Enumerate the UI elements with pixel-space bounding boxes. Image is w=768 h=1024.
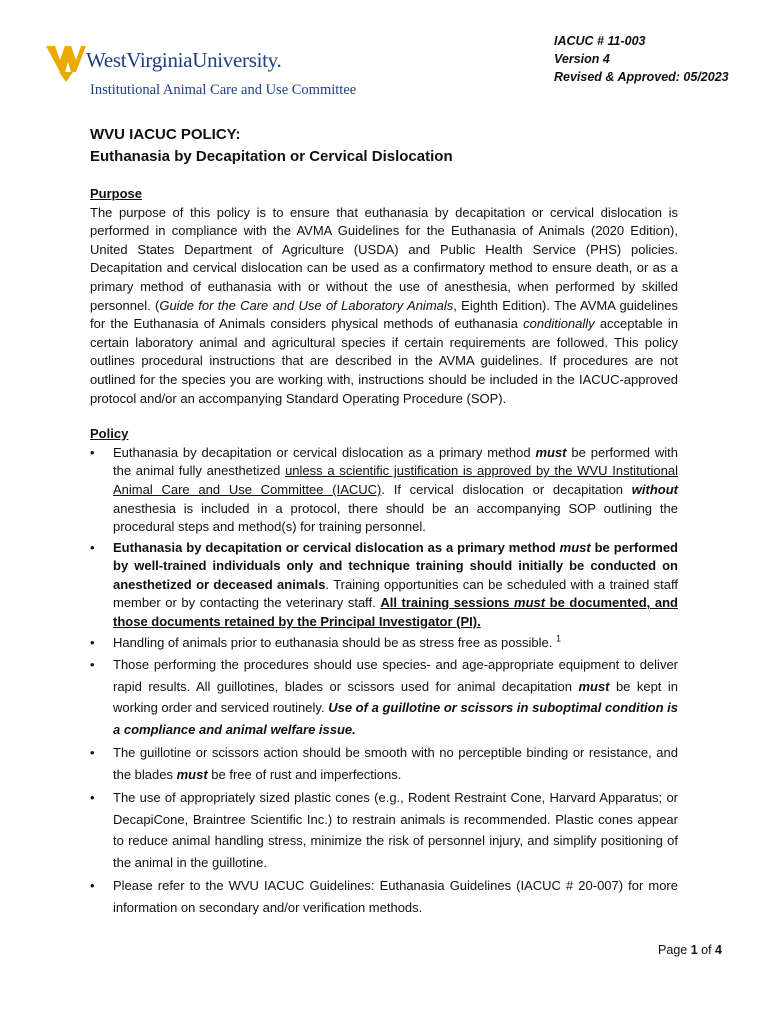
policy-item-6: • The use of appropriately sized plastic cones (e.g., Rodent Restraint Cone, Harvard Apparatus; or DecapiCone, Braintree Scientific Inc.) to restrain animals is recommended. Plastic cones appear to reduce animal handling stress, minimize the risk of personnel injury, and simplify positioning of the animal in the guillotine. [113, 787, 678, 873]
committee-name: Institutional Animal Care and Use Committee [90, 82, 357, 98]
text: . If cervical dislocation or decapitation [381, 481, 632, 497]
bold-italic-text: Use of a guillotine or scissors in suboptimal condition is a compliance and animal welfare issue. [113, 700, 678, 737]
document-title [90, 124, 690, 168]
emphasis: without [631, 481, 678, 497]
policy-item-5 [113, 742, 678, 785]
document-body [90, 185, 678, 920]
text: be performed with the animal fully anesthetized [113, 444, 678, 479]
purpose-paragraph [90, 204, 678, 409]
policy-list [90, 444, 678, 919]
underlined-text: unless a scientific justification is approved by the WVU Institutional Animal Care and Use Committee (IACUC) [113, 463, 678, 497]
document-meta [554, 32, 729, 86]
policy-item-1 [113, 444, 678, 537]
emphasis: must [535, 444, 567, 460]
purpose-text-1: The purpose of this policy is to ensure that euthanasia by decapitation or cervical dislocation is performed in compliance with the AVMA Guidelines for the Euthanasia of Animals (2020 Edition), United States Department of Agriculture (USDA) and Public Health Service (PHS) policies. Decapitation and cervical dislocation can be used as a confirmatory method to ensure death, or as a primary method of euthanasia with or without the use of anesthesia, when performed by skilled personnel. ( [90, 204, 678, 313]
bold-underlined-text: All training sessions [380, 595, 515, 611]
text: Euthanasia by decapitation or cervical dislocation as a primary method [113, 444, 536, 460]
bold-underlined-text: be documented, and those documents retained by the Principal Investigator (PI). [113, 595, 678, 630]
wvu-flying-wv-icon [46, 42, 86, 82]
title-line-1: WVU IACUC POLICY: [90, 126, 241, 143]
policy-item-2 [113, 539, 678, 632]
text: Those performing the procedures should use species- and age-appropriate equipment to deliver rapid results. All guillotines, blades or scissors used for animal decapitation [113, 657, 678, 694]
emphasis: must [176, 766, 208, 782]
policy-item-3 [113, 634, 678, 653]
text: . Training opportunities can be scheduled with a trained staff member or by contacting the veterinary staff. [113, 576, 678, 611]
text: be kept in working order and serviced routinely. [113, 678, 678, 716]
revised-date: Revised & Approved: 05/2023 [554, 70, 729, 84]
guide-title: Guide for the Care and Use of Laboratory Animals [159, 297, 454, 313]
footnote-ref: 1 [555, 633, 561, 644]
text: be free of rust and imperfections. [207, 766, 402, 782]
policy-heading: Policy [90, 426, 129, 442]
title-line-2: Euthanasia by Decapitation or Cervical Dislocation [90, 148, 453, 165]
page-number [658, 943, 722, 957]
policy-item-7: • Please refer to the WVU IACUC Guidelines: Euthanasia Guidelines (IACUC # 20-007) for more information on secondary and/or verification methods. [113, 875, 678, 918]
bold-text: Euthanasia by decapitation or cervical dislocation as a primary method [113, 539, 560, 555]
text: anesthesia is included in a protocol, there should be an accompanying SOP outlining the procedural steps and method(s) for training personnel. [113, 500, 678, 535]
iacuc-number: IACUC # 11-003 [554, 34, 646, 48]
emphasis: must [514, 595, 546, 611]
page-current: 1 [690, 943, 698, 957]
version-label: Version 4 [554, 52, 610, 66]
text: The guillotine or scissors action should be smooth with no perceptible binding or resistance, and the blades [113, 745, 678, 782]
page-label: Page [658, 943, 691, 957]
emphasis: must [578, 678, 610, 694]
page-of: of [697, 943, 716, 957]
purpose-text-2: , Eighth Edition). The AVMA guidelines for the Euthanasia of Animals considers physical methods of euthanasia [90, 297, 678, 332]
page-total: 4 [715, 943, 722, 957]
purpose-text-3: acceptable in certain laboratory animal and agricultural species if certain requirements are followed. This policy outlines procedural instructions that are described in the AVMA guidelines. If procedures are not outlined for the species you are working with, instructions should be included in the IACUC-approved protocol and/or an accompanying Standard Operating Procedure (SOP). [90, 316, 678, 406]
conditionally-word: conditionally [523, 316, 595, 332]
emphasis: must [559, 539, 591, 555]
bold-text: be performed by well-trained individuals only and technique training should initially be conducted on anesthetized or deceased animals [113, 539, 678, 592]
policy-item-4 [113, 654, 678, 740]
university-name: WestVirginiaUniversity. [86, 48, 282, 72]
text: Handling of animals prior to euthanasia should be as stress free as possible. [113, 634, 556, 650]
purpose-heading: Purpose [90, 186, 143, 201]
university-logo [46, 42, 386, 104]
